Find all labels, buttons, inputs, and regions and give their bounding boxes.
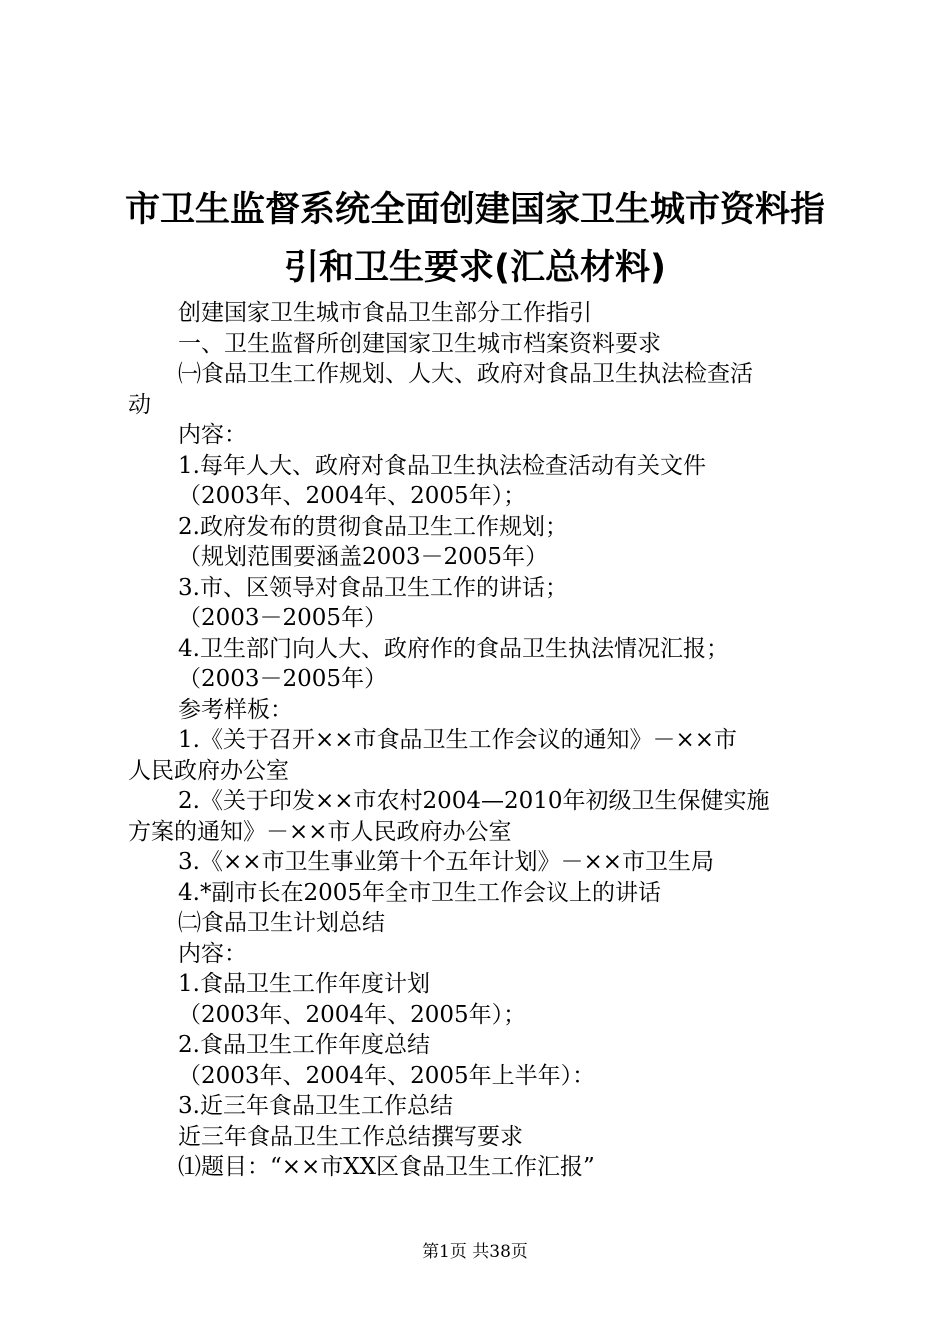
paragraph-line: 2.《关于印发××市农村2004—2010年初级卫生保健实施 bbox=[178, 788, 770, 814]
paragraph-line: 内容： bbox=[178, 940, 247, 967]
paragraph-line: ⑴题目：“××市XX区食品卫生工作汇报” bbox=[178, 1154, 595, 1180]
paragraph-line: ㈡食品卫生计划总结 bbox=[178, 910, 385, 936]
paragraph-line: 4.*副市长在2005年全市卫生工作会议上的讲话 bbox=[178, 879, 661, 906]
paragraph-line: 3.市、区领导对食品卫生工作的讲话； bbox=[178, 574, 568, 601]
paragraph-line: 1.食品卫生工作年度计划 bbox=[178, 971, 430, 997]
paragraph-line: ㈠食品卫生工作规划、人大、政府对食品卫生执法检查活 bbox=[178, 361, 753, 387]
document-body bbox=[128, 298, 833, 1183]
paragraph-line: 3.近三年食品卫生工作总结 bbox=[178, 1093, 453, 1119]
page-footer: 第1页 共38页 bbox=[422, 1242, 528, 1262]
paragraph-line: （2003－2005年） bbox=[178, 666, 388, 692]
paragraph-line: 方案的通知》－××市人民政府办公室 bbox=[128, 818, 512, 845]
paragraph-line: 2.政府发布的贯彻食品卫生工作规划； bbox=[178, 513, 568, 540]
paragraph-line: 近三年食品卫生工作总结撰写要求 bbox=[178, 1123, 523, 1150]
paragraph-line: （2003年、2004年、2005年上半年）： bbox=[178, 1062, 596, 1089]
paragraph-line: 内容： bbox=[178, 422, 247, 448]
paragraph-line: 1.《关于召开××市食品卫生工作会议的通知》－××市 bbox=[178, 727, 738, 753]
paragraph-line: 4.卫生部门向人大、政府作的食品卫生执法情况汇报； bbox=[178, 635, 729, 662]
paragraph-line: 1.每年人大、政府对食品卫生执法检查活动有关文件 bbox=[178, 452, 706, 479]
paragraph-line: 2.食品卫生工作年度总结 bbox=[178, 1032, 430, 1058]
paragraph-line: （2003年、2004年、2005年）； bbox=[178, 1001, 527, 1028]
paragraph-line: 3.《××市卫生事业第十个五年计划》－××市卫生局 bbox=[178, 849, 715, 875]
document-title-line-1: 市卫生监督系统全面创建国家卫生城市资料指 bbox=[124, 190, 825, 230]
paragraph-line: 创建国家卫生城市食品卫生部分工作指引 bbox=[178, 300, 592, 326]
paragraph-line: 动 bbox=[128, 391, 151, 418]
paragraph-line: （2003－2005年） bbox=[178, 605, 388, 631]
document-title-line-2: 引和卫生要求(汇总材料) bbox=[284, 248, 666, 288]
paragraph-line: 参考样板： bbox=[178, 696, 293, 723]
paragraph-line: （2003年、2004年、2005年）； bbox=[178, 483, 527, 509]
paragraph-line: 人民政府办公室 bbox=[128, 757, 289, 784]
paragraph-line: 一、卫生监督所创建国家卫生城市档案资料要求 bbox=[178, 330, 661, 357]
paragraph-line: （规划范围要涵盖2003－2005年） bbox=[178, 544, 549, 570]
